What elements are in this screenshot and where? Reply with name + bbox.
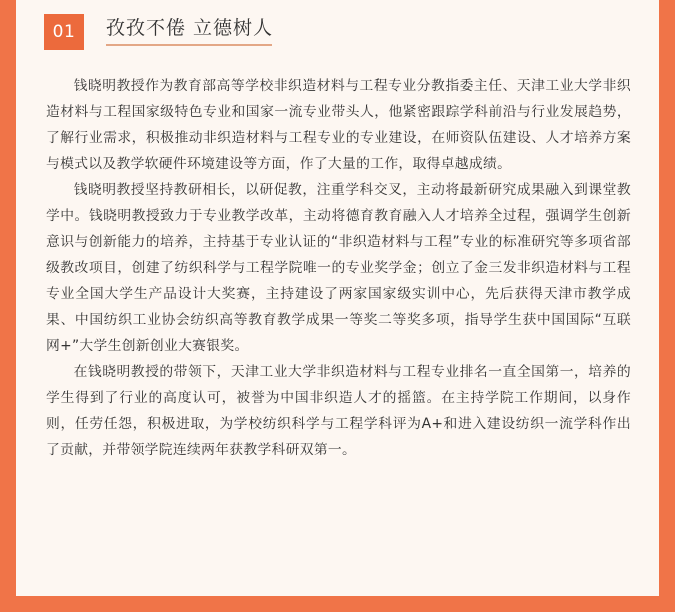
paragraph: 在钱晓明教授的带领下，天津工业大学非织造材料与工程专业排名一直全国第一，培养的学生得到了行业的高度认可，被誉为中国非织造人才的摇篮。在主持学院工作期间，以身作则，任劳任怨，积极进取，为学校纺织科学与工程学科评为A+和进入建设纺织一流学科作出了贡献，并带领学院连续两年获教学科研双第一。 (46, 364, 631, 458)
paragraph: 钱晓明教授坚持教研相长，以研促教，注重学科交叉，主动将最新研究成果融入到课堂教学中。钱晓明教授致力于专业教学改革，主动将德育教育融入人才培养全过程，强调学生创新意识与创新能力的培养，主持基于专业认证的“非织造材料与工程”专业的标准研究等多项省部级教改项目，创建了纺织科学与工程学院唯一的专业奖学金；创立了金三发非织造材料与工程专业全国大学生产品设计大奖赛，主持建设了两家国家级实训中心，先后获得天津市教学成果、中国纺织工业协会纺织高等教育教学成果一等奖二等奖多项，指导学生获中国国际“互联网+”大学生创新创业大赛银奖。 (46, 182, 631, 354)
section-number-badge: 01 (44, 14, 84, 50)
title-underline (106, 44, 272, 46)
article-body (46, 73, 631, 463)
section-title: 孜孜不倦 立德树人 (106, 17, 274, 39)
paragraph: 钱晓明教授作为教育部高等学校非织造材料与工程专业分教指委主任、天津工业大学非织造材料与工程国家级特色专业和国家一流专业带头人，他紧密跟踪学科前沿与行业发展趋势，了解行业需求，积极推动非织造材料与工程专业的专业建设，在师资队伍建设、人才培养方案与模式以及教学软硬件环境建设等方面，作了大量的工作，取得卓越成绩。 (46, 78, 631, 172)
